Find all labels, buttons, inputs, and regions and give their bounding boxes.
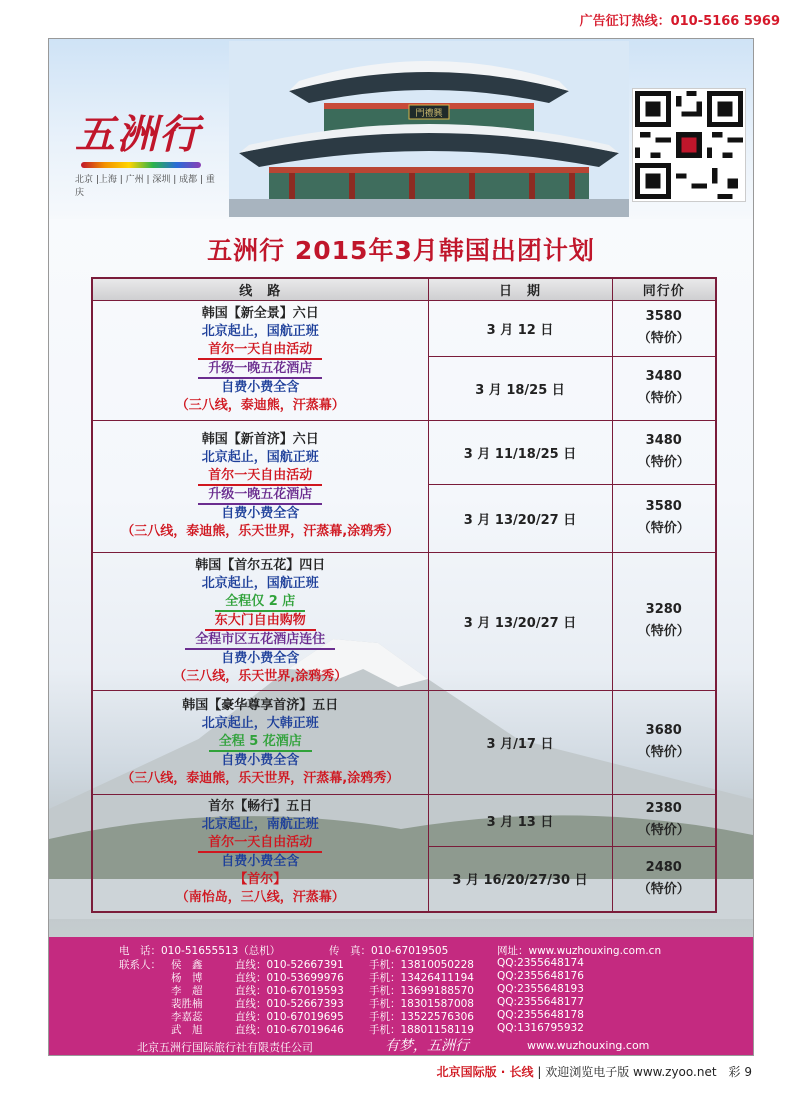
route-line <box>93 593 428 612</box>
table-row <box>92 552 716 690</box>
route-line-text: 韩国【新全景】六日 <box>201 306 319 321</box>
route-line-text: 东大门自由购物 <box>205 613 316 631</box>
page-footer <box>437 1063 752 1080</box>
contact-website[interactable]: 网址：www.wuzhouxing.com.cn <box>497 945 662 957</box>
date-cell: 3 月 16/20/27/30 日 <box>428 846 612 912</box>
contact-name: 杨 博 <box>171 972 203 984</box>
route-line <box>93 449 428 467</box>
route-line <box>93 715 428 733</box>
route-line <box>93 341 428 360</box>
footer-separator: | <box>533 1065 546 1079</box>
edition-label: 北京国际版 · 长线 <box>436 1065 534 1079</box>
route-line <box>93 557 428 575</box>
contact-qq: QQ:2355648174 <box>497 957 584 969</box>
route-line-text: 北京起止，国航正班 <box>201 575 319 591</box>
table-row <box>92 690 716 794</box>
date-cell: 3 月 13/20/27 日 <box>428 552 612 690</box>
contact-label: 联系人： <box>119 959 161 971</box>
route-line <box>93 431 428 449</box>
route-line-text: 韩国【新首济】六日 <box>201 432 319 447</box>
price-cell <box>612 690 716 794</box>
contact-fax: 传 真：010-67019505 <box>329 945 449 957</box>
route-line-text: （三八线，乐天世界,涂鸦秀） <box>173 668 348 684</box>
date-cell: 3 月 12 日 <box>428 300 612 356</box>
company-logo <box>75 103 215 198</box>
page-title: 五洲行 2015年3月韩国出团计划 <box>207 236 595 265</box>
price-note: （特价） <box>637 521 690 536</box>
contact-qq: QQ:1316795932 <box>497 1022 584 1034</box>
route-line-text: 北京起止，国航正班 <box>201 324 319 339</box>
route-line <box>93 834 428 853</box>
price-note: （特价） <box>637 391 690 406</box>
route-line <box>93 379 428 397</box>
route-line-text: 升级一晚五花酒店 <box>198 487 322 505</box>
route-line-text: 全程市区五花酒店连住 <box>185 632 335 650</box>
contact-name: 李 超 <box>171 985 203 997</box>
qr-code[interactable] <box>633 89 745 201</box>
contact-direct: 直线：010-52667391 <box>235 959 344 971</box>
contact-mobile: 手机：13699188570 <box>369 985 474 997</box>
contact-mobile: 手机：13426411194 <box>369 972 474 984</box>
route-line-text: 首尔【畅行】五日 <box>208 799 313 815</box>
contact-mobile: 手机：13522576306 <box>369 1011 474 1023</box>
route-line-text: 自费小费全含 <box>221 506 300 521</box>
route-line <box>93 305 428 323</box>
route-line <box>93 575 428 593</box>
price-value: 3480 <box>645 369 682 384</box>
contact-qq: QQ:2355648193 <box>497 983 584 995</box>
route-line-text: 韩国【首尔五花】四日 <box>195 557 326 573</box>
company-name: 北京五洲行国际旅行社有限责任公司 <box>137 1041 313 1054</box>
date-cell: 3 月/17 日 <box>428 690 612 794</box>
route-line <box>93 467 428 486</box>
route-line <box>93 697 428 715</box>
price-value: 3480 <box>645 433 682 448</box>
contact-direct: 直线：010-53699976 <box>235 972 344 984</box>
price-note: （特价） <box>637 745 690 760</box>
route-line-text: 北京起止，大韩正班 <box>201 715 319 731</box>
route-line <box>93 612 428 631</box>
route-line-text: 首尔一天自由活动 <box>198 468 322 486</box>
route-line <box>93 323 428 341</box>
price-cell <box>612 846 716 912</box>
price-note: （特价） <box>637 331 690 346</box>
contact-direct: 直线：010-52667393 <box>235 998 344 1010</box>
contact-name: 武 旭 <box>171 1024 203 1036</box>
price-value: 3580 <box>645 309 682 324</box>
date-cell: 3 月 11/18/25 日 <box>428 420 612 484</box>
route-line <box>93 360 428 379</box>
header-price: 同行价 <box>612 278 716 300</box>
date-cell: 3 月 18/25 日 <box>428 356 612 420</box>
table-row <box>92 794 716 846</box>
contact-direct: 直线：010-67019695 <box>235 1011 344 1023</box>
contact-name: 裴胜楠 <box>171 998 203 1010</box>
contact-qq: QQ:2355648178 <box>497 1009 584 1021</box>
price-cell <box>612 552 716 690</box>
route-line-text: 首尔一天自由活动 <box>198 835 322 853</box>
route-line <box>93 816 428 834</box>
route-line-text: 北京起止，南航正班 <box>201 817 319 833</box>
route-cell <box>92 420 428 552</box>
route-line <box>93 889 428 907</box>
price-cell <box>612 794 716 846</box>
route-line <box>93 505 428 523</box>
route-line <box>93 668 428 686</box>
price-note: （特价） <box>637 624 690 639</box>
table-row <box>92 300 716 356</box>
route-line <box>93 523 428 541</box>
route-line <box>93 397 428 415</box>
contact-mobile: 手机：13810050228 <box>369 959 474 971</box>
price-note: （特价） <box>637 455 690 470</box>
route-line <box>93 650 428 668</box>
route-line-text: （南怡岛，三八线，汗蒸幕） <box>175 890 345 906</box>
route-cell <box>92 794 428 912</box>
price-note: （特价） <box>637 823 690 838</box>
price-value: 3580 <box>645 499 682 514</box>
route-line-text: 自费小费全含 <box>221 854 300 870</box>
route-cell <box>92 690 428 794</box>
ebook-link[interactable]: 欢迎浏览电子版 www.zyoo.net <box>545 1065 717 1079</box>
slogan-signature: 有梦，五洲行 <box>385 1038 469 1054</box>
route-line-text: 自费小费全含 <box>221 752 300 768</box>
route-cell <box>92 552 428 690</box>
route-line-text: 【首尔】 <box>234 872 287 888</box>
contact-direct: 直线：010-67019593 <box>235 985 344 997</box>
contact-mobile: 手机：18801158119 <box>369 1024 474 1036</box>
route-line-text: （三八线，泰迪熊，汗蒸幕） <box>175 398 345 413</box>
header-date: 日 期 <box>428 278 612 300</box>
route-line-text: （三八线，泰迪熊，乐天世界，汗蒸幕,涂鸦秀） <box>121 770 400 786</box>
route-line-text: 全程仅 2 店 <box>215 594 305 612</box>
price-cell <box>612 356 716 420</box>
header-banner <box>49 39 753 219</box>
table-row <box>92 420 716 484</box>
contact-phone: 电 话：010-51655513（总机） <box>119 945 281 957</box>
contact-qq: QQ:2355648177 <box>497 996 584 1008</box>
ad-hotline: 广告征订热线：010-5166 5969 <box>579 14 780 29</box>
route-line-text: （三八线，泰迪熊，乐天世界，汗蒸幕,涂鸦秀） <box>121 524 400 539</box>
contact-qq: QQ:2355648176 <box>497 970 584 982</box>
route-line-text: 升级一晚五花酒店 <box>198 361 322 379</box>
price-value: 2380 <box>645 801 682 816</box>
logo-name: 五洲行 <box>75 111 201 158</box>
company-url[interactable]: www.wuzhouxing.com <box>527 1039 650 1052</box>
palace-image <box>229 41 629 217</box>
logo-swoosh <box>81 162 201 168</box>
route-cell <box>92 300 428 420</box>
route-line <box>93 733 428 752</box>
price-cell <box>612 300 716 356</box>
price-value: 3280 <box>645 602 682 617</box>
route-line-text: 自费小费全含 <box>221 380 300 395</box>
route-line-text: 自费小费全含 <box>221 650 300 666</box>
contact-name: 侯 鑫 <box>171 959 203 971</box>
advert-page <box>48 38 754 1056</box>
page-number: 彩 9 <box>716 1065 752 1079</box>
route-line-text: 全程 5 花酒店 <box>209 734 312 752</box>
route-line-text: 首尔一天自由活动 <box>198 342 322 360</box>
route-line <box>93 486 428 505</box>
price-cell <box>612 420 716 484</box>
contact-band <box>49 937 753 1056</box>
route-line <box>93 770 428 788</box>
palace-sign: 門禮興 <box>415 109 443 119</box>
route-line <box>93 631 428 650</box>
tour-schedule-table <box>91 277 717 913</box>
price-value: 3680 <box>645 723 682 738</box>
contact-name: 李嘉蕊 <box>171 1011 203 1023</box>
route-line <box>93 871 428 889</box>
contact-direct: 直线：010-67019646 <box>235 1024 344 1036</box>
price-note: （特价） <box>637 881 690 897</box>
date-cell: 3 月 13/20/27 日 <box>428 484 612 552</box>
date-cell: 3 月 13 日 <box>428 794 612 846</box>
route-line-text: 韩国【豪华尊享首济】五日 <box>182 697 339 713</box>
price-cell <box>612 484 716 552</box>
table-header-row <box>92 278 716 300</box>
header-route: 线 路 <box>92 278 428 300</box>
route-line-text: 北京起止，国航正班 <box>201 450 319 465</box>
contact-mobile: 手机：18301587008 <box>369 998 474 1010</box>
logo-cities: 北京 |上海 | 广州 | 深圳 | 成都 | 重庆 <box>75 175 215 198</box>
route-line <box>93 752 428 770</box>
route-line <box>93 853 428 871</box>
price-value: 2480 <box>645 859 682 875</box>
route-line <box>93 798 428 816</box>
